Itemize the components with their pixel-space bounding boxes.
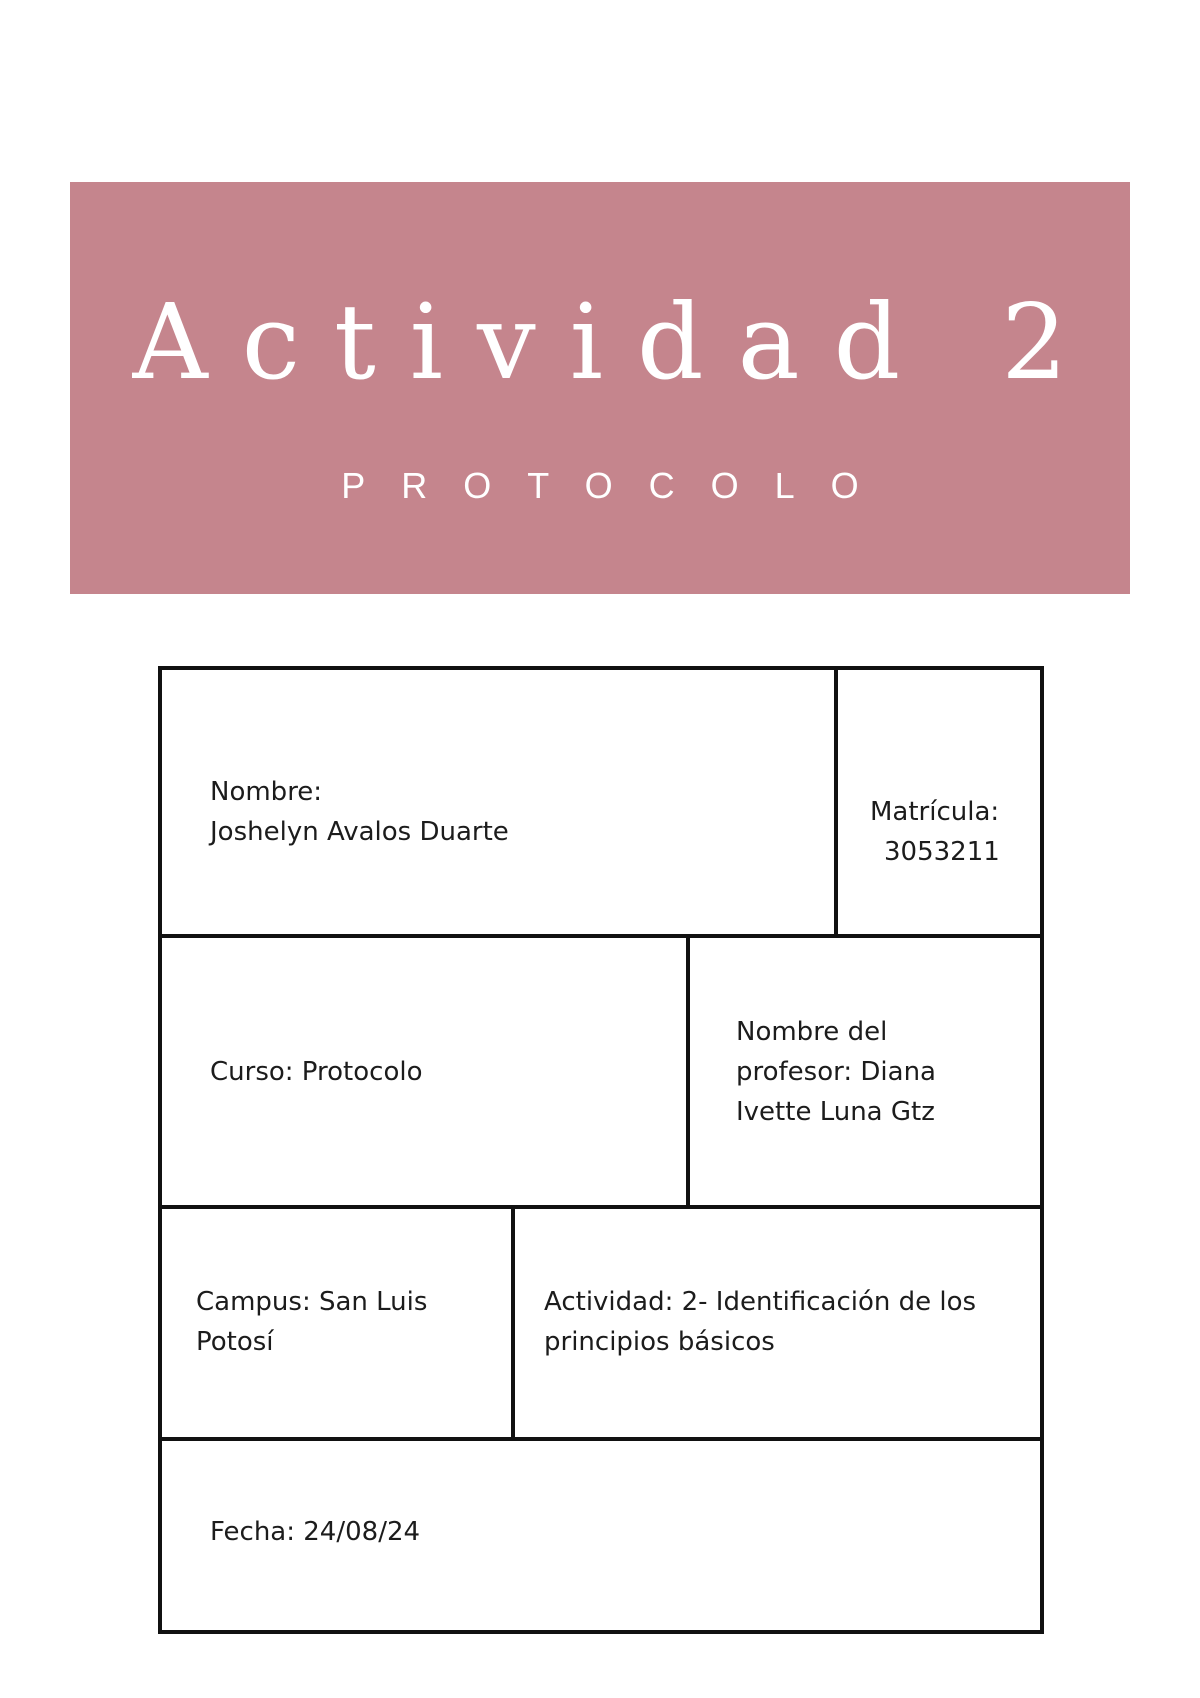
campus-text: Campus: San Luis Potosí bbox=[196, 1287, 428, 1357]
col-divider-row2 bbox=[686, 936, 690, 1207]
fecha-text: Fecha: 24/08/24 bbox=[210, 1517, 421, 1547]
actividad-text: Actividad: 2- Identificación de los principios básicos bbox=[544, 1287, 977, 1357]
curso-text: Curso: Protocolo bbox=[210, 1057, 423, 1087]
document-title: Actividad 2 bbox=[132, 281, 1102, 403]
col-divider-row3 bbox=[511, 1207, 515, 1439]
row-divider-3 bbox=[162, 1437, 1040, 1441]
profesor-text: Nombre del profesor: Diana Ivette Luna Gtz bbox=[736, 1017, 936, 1127]
nombre-value: Joshelyn Avalos Duarte bbox=[210, 817, 509, 847]
matricula-label: Matrícula: bbox=[870, 797, 1000, 827]
info-grid bbox=[158, 666, 1044, 1634]
matricula-value: 3053211 bbox=[884, 837, 1000, 867]
document-subtitle: PROTOCOLO bbox=[341, 465, 895, 506]
row-divider-2 bbox=[162, 1205, 1040, 1209]
nombre-label: Nombre: bbox=[210, 777, 323, 807]
col-divider-row1 bbox=[834, 670, 838, 936]
row-divider-1 bbox=[162, 934, 1040, 938]
